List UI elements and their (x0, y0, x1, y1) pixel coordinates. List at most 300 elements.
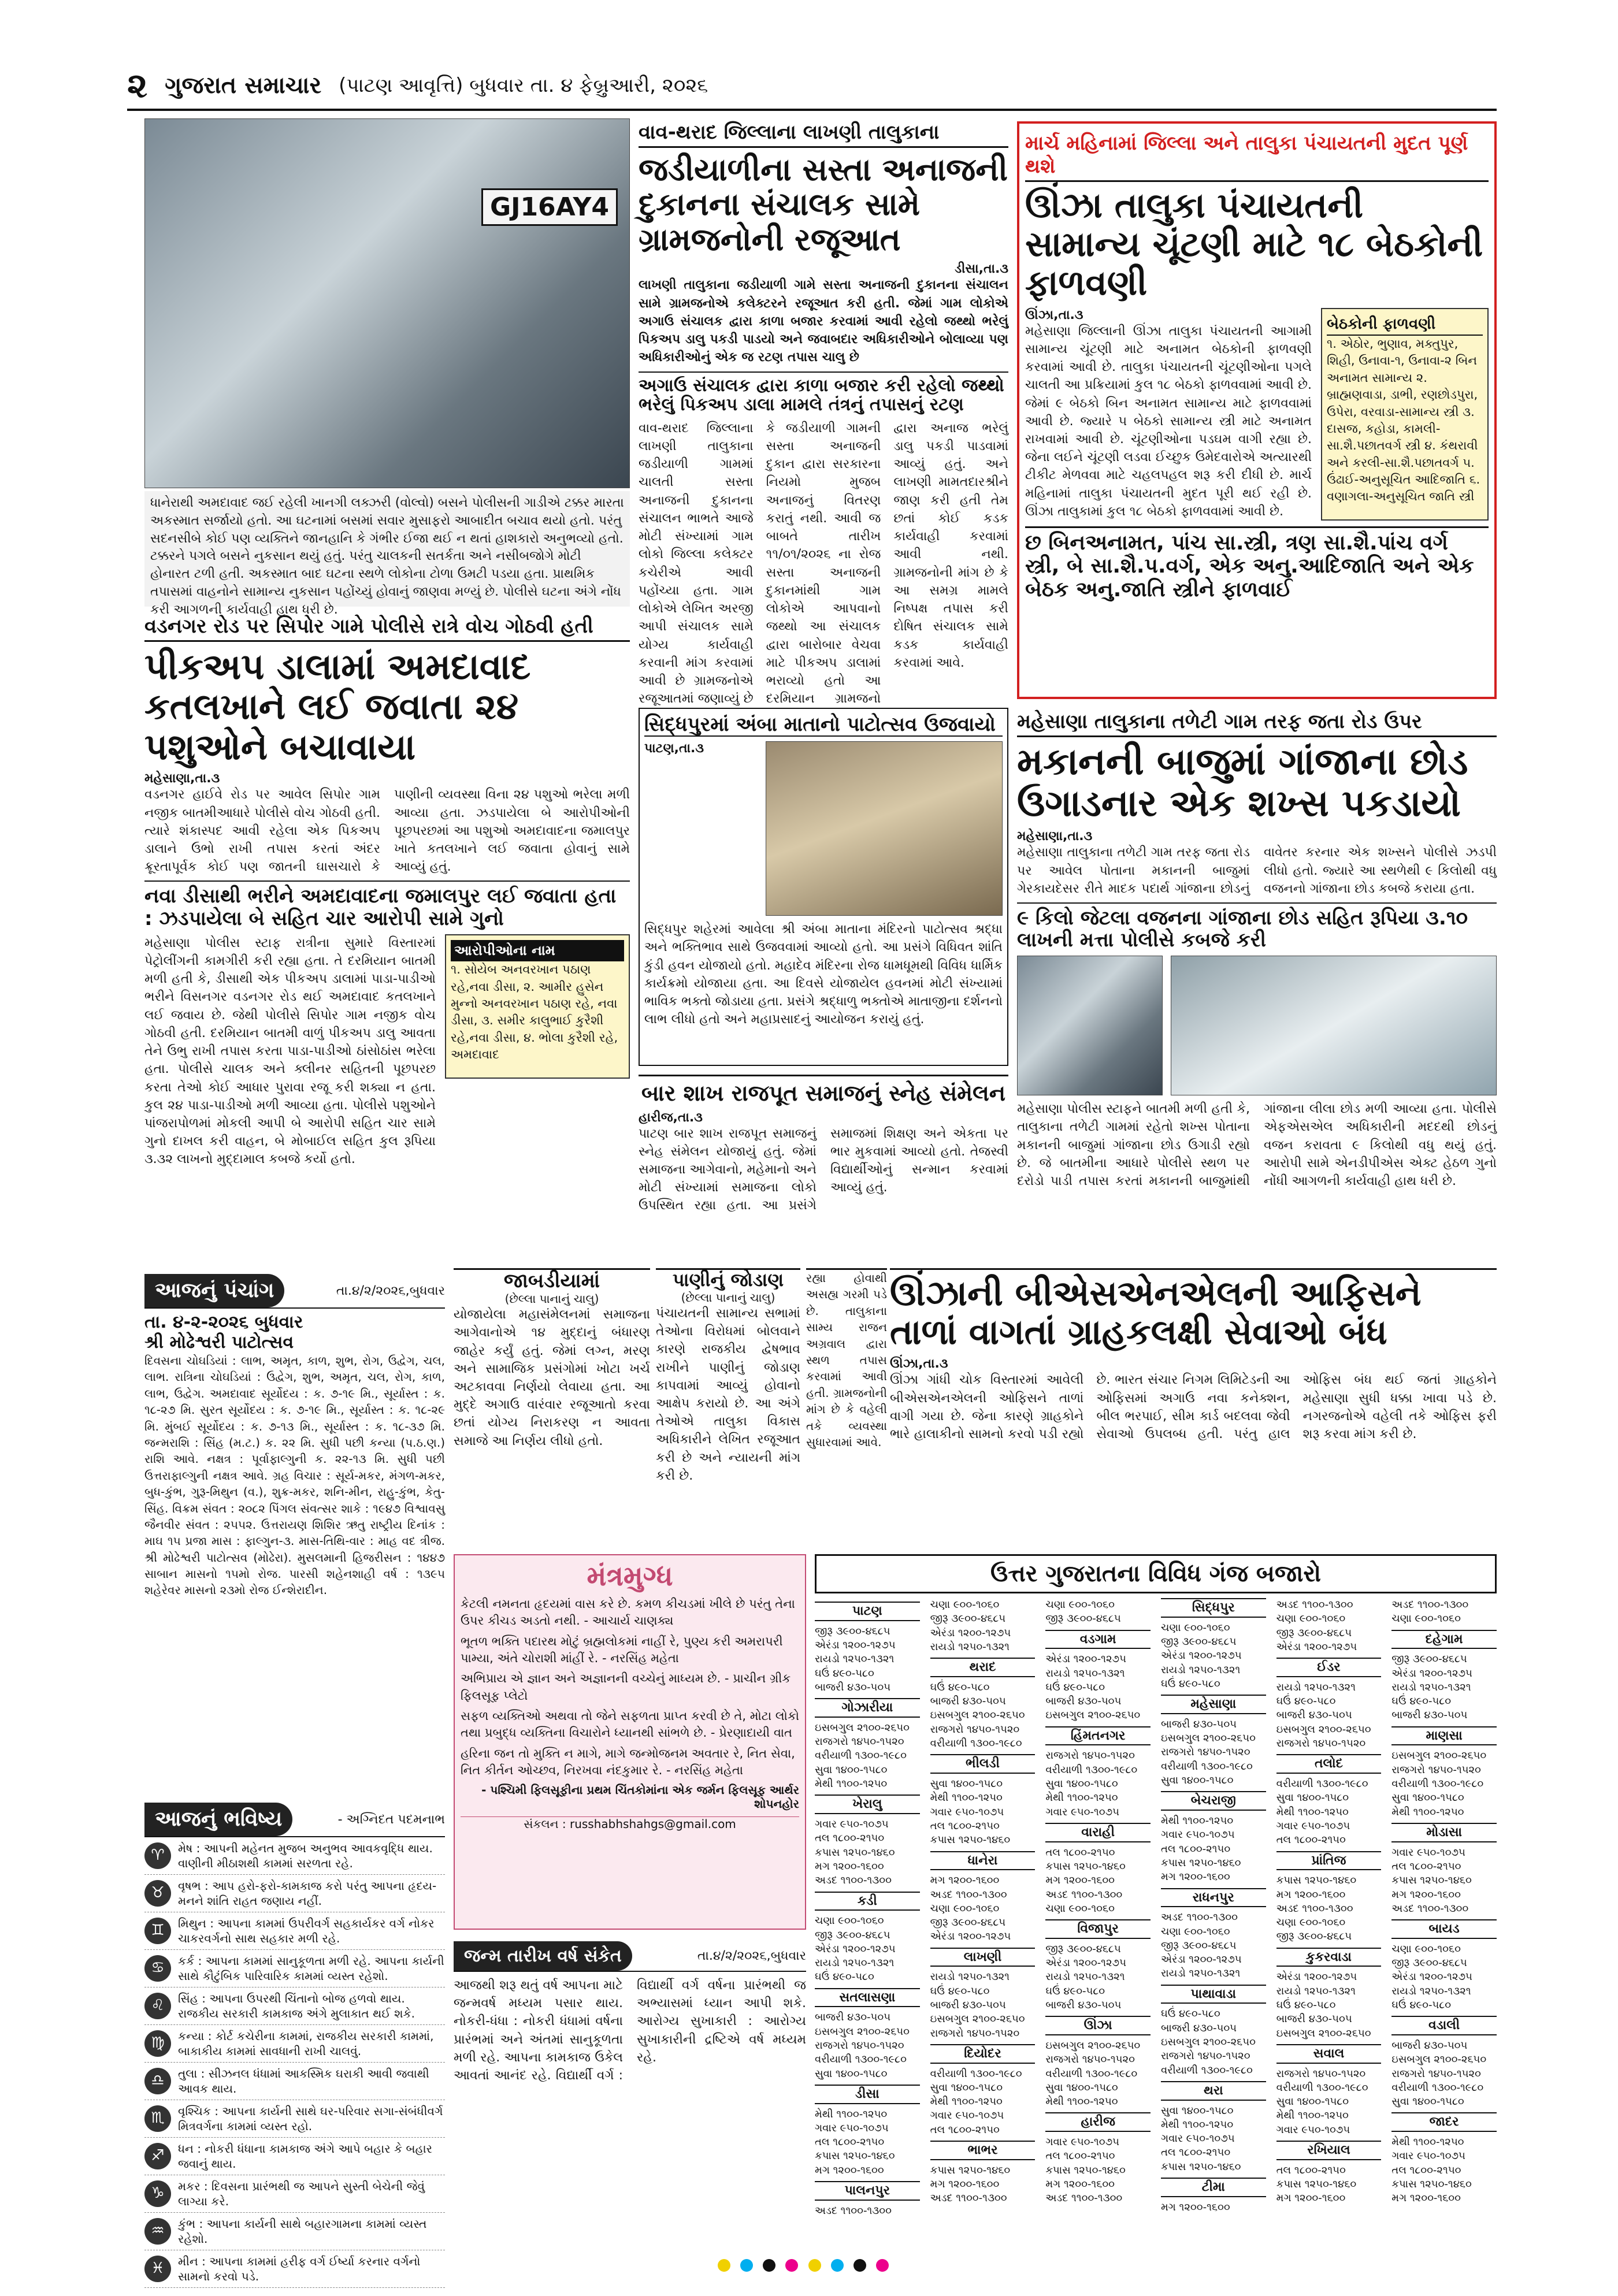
mandi-price: રાજગરો ૧૪૫૦-૧૫૨૦ (930, 1723, 1020, 1736)
seat-list: ૧. એઠોર, ભુણાવ, મક્તુપુર, શિહી, ઉનાવા-૧, ઉનાવા-૨ બિન અનામત સામાન્ય ૨. બ્રાહ્મણવાડા, ડાભી, રણછોડપુરા, ઉપેરા, વરવાડા-સામાન્ય સ્ત્રી ૩. દાસજ, કહોડા, કામલી-સા.શૈ.પછાતવર્ગ સ્ત્રી ૪. કંથરાવી અને કરલી-સા.શૈ.પછાતવર્ગ ૫. ઉંઢાઈ-અનુસૂચિત આદિજાતિ ૬. વણાગલા-અનુસૂચિત જાતિ સ્ત્રી (1327, 336, 1480, 504)
mandi-price: વરીયાળી ૧૩૦૦-૧૯૮૦ (1391, 1778, 1484, 1790)
rajput-headline: બાર શાખ રાજપૂત સમાજનું સ્નેહ સંમેલન (641, 1080, 1006, 1106)
mandi-price: રાયડો ૧૨૫૦-૧૩૨૧ (815, 1957, 895, 1970)
accident-photo (144, 118, 630, 488)
mandi-price: બાજરી ૪૩૦-૫૦૫ (1045, 1998, 1122, 2011)
mandi-price: અડદ ૧૧૦૦-૧૩૦૦ (1391, 1599, 1469, 1611)
mandi-price: તલ ૧૮૦૦-૨૧૫૦ (815, 2136, 885, 2149)
bsnl-dateline: ઊંઝા,તા.૩ (890, 1357, 948, 1372)
mandi-city: મોડાસા (1391, 1823, 1497, 1842)
ambaji-dateline: પાટણ,તા.૩ (644, 741, 704, 756)
mandi-price: ગવાર ૯૫૦-૧૦૭૫ (1276, 2123, 1350, 2136)
mandi-price: કપાસ ૧૨૫૦-૧૪૬૦ (1160, 2160, 1241, 2173)
mandi-price: ઘઉં ૪૯૦-૫૮૦ (1391, 1695, 1452, 1708)
registration-dot (740, 2259, 753, 2272)
mandi-city: ભાભર (930, 2141, 1036, 2160)
mandi-price: ગવાર ૯૫૦-૧૦૭૫ (930, 1805, 1004, 1818)
accused-box (445, 934, 630, 1079)
ganja-story (1017, 708, 1497, 1257)
mandi-price: ઇસબગુલ ૨૧૦૦-૨૬૫૦ (1045, 1709, 1141, 1722)
mandi-price: ઘઉં ૪૯૦-૫૮૦ (1160, 2008, 1220, 2020)
mandi-city: મહેસાણા (1161, 1695, 1266, 1714)
mandi-city: સવાલ (1276, 2044, 1382, 2064)
rashi-text: તુલા : સીઝનલ ધંધામાં આકસ્મિક ઘરાકી આવી જવાથી આવક થાય. (178, 2067, 429, 2096)
mandi-price: ઇસબગુલ ૨૧૦૦-૨૬૫૦ (815, 2025, 910, 2038)
mandi-price: અડદ ૧૧૦૦-૧૩૦૦ (815, 2204, 892, 2217)
mandi-city: થરા (1161, 2081, 1266, 2101)
mandi-price: જીરૂ ૩૯૦૦-૪૬૮૫ (1160, 1635, 1237, 1648)
mandi-price: તલ ૧૮૦૦-૨૧૫૦ (1160, 2146, 1231, 2159)
mandi-price: મગ ૧૨૦૦-૧૬૦૦ (1391, 1888, 1461, 1901)
registration-dot (831, 2259, 844, 2272)
mandi-price: ચણા ૯૦૦-૧૦૬૦ (930, 1902, 1000, 1915)
mandi-city: દહેગામ (1391, 1630, 1497, 1649)
mandi-price: જીરૂ ૩૯૦૦-૪૬૮૫ (930, 1613, 1006, 1625)
accused-list: ૧. સોયેબ અનવરખાન પઠાણ રહે,નવા ડીસા, ૨. આમીર હુસેન મુન્નો અનવરખાન પઠાણ રહે, નવા ડીસા, ૩. સમીર કાલુભાઈ કુરૈશી રહે,નવા ડીસા, ૪. ભોલા કુરૈશી રહે, અમદાવાદ (451, 963, 618, 1062)
mandi-city: તલોદ (1276, 1754, 1382, 1774)
mandi-price: ચણા ૯૦૦-૧૦૬૦ (1391, 1942, 1461, 1955)
mantra-quote: સફળ વ્યક્તિઓ અથવા તો જેને સફળતા પ્રાપ્ત કરવી છે તે, મોટા લોકો તથા પ્રબુદ્ધ વ્યક્તિના વિચારોને ધ્યાનથી સાંભળે છે. - પ્રેરણાદાયી વાત (461, 1709, 800, 1740)
bsnl-headline: ઊંઝાની બીએસએનએલની આફિસને તાળાં વાગતાં ગ્રાહકલક્ષી સેવાઓ બંધ (890, 1273, 1422, 1353)
jabdiyama-story (454, 1268, 650, 1545)
mandi-price: રાજગરો ૧૪૫૦-૧૫૨૦ (1391, 1763, 1481, 1776)
mandi-price: ઇસબગુલ ૨૧૦૦-૨૬૫૦ (1391, 2053, 1487, 2066)
panchang-box (144, 1274, 445, 1794)
mandi-city: પ્રાંતિજ (1276, 1851, 1382, 1871)
mandi-city: રખિયાલ (1276, 2141, 1382, 2160)
panchang-title: આજનું પંચાંગ (144, 1274, 284, 1307)
zodiac-icon: ♎ (144, 2068, 171, 2094)
mandi-price: વરીયાળી ૧૩૦૦-૧૯૮૦ (815, 2053, 907, 2066)
zodiac-icon: ♉ (144, 1880, 171, 1907)
mandi-price: મેથી ૧૧૦૦-૧૨૫૦ (1160, 1815, 1234, 1827)
rashi-text: કુંભ : આપના કાર્યની સાથે બહારગામના કામમાં વ્યસ્ત રહેશો. (178, 2217, 427, 2246)
rashi-row (144, 2213, 445, 2250)
rashi-text: કન્યા : કોર્ટ કચેરીના કામમાં, રાજકીય સરકારી કામમાં, બાકાકીય કામમાં સાવધાની રાખી ચાલવું. (178, 2029, 434, 2058)
mandi-price: બાજરી ૪૩૦-૫૦૫ (815, 2011, 891, 2024)
mandi-price: રાજગરો ૧૪૫૦-૧૫૨૦ (930, 2027, 1020, 2039)
mandi-city: ઈડર (1276, 1658, 1382, 1677)
mandi-city: ભીલડી (930, 1754, 1036, 1774)
mandi-price: ઘઉં ૪૯૦-૫૮૦ (930, 1681, 990, 1693)
mantra-quote: કેટલી નમનતા હૃદયમાં વાસ કરે છે. કમળ કીચડમાં ખીલે છે પરંતુ તેના ઉપર કીચડ અડતો નથી. - આચાર્ય ચાણક્ય (461, 1596, 795, 1628)
mandi-city: ટીમા (1161, 2178, 1266, 2197)
mandi-price: કપાસ ૧૨૫૦-૧૪૬૦ (815, 2150, 895, 2163)
mandi-price: મગ ૧૨૦૦-૧૬૦૦ (1276, 1888, 1346, 1901)
bus-plate: GJ16AY4 (481, 188, 618, 226)
mandi-city: દિયોદર (930, 2044, 1036, 2064)
mandi-price: મગ ૧૨૦૦-૧૬૦૦ (1045, 1874, 1115, 1887)
mandi-city: પાથાવાડા (1161, 1985, 1266, 2004)
ambaji-photo (766, 741, 1003, 916)
mandi-price: મેથી ૧૧૦૦-૧૨૫૦ (1276, 1805, 1349, 1818)
mandi-price: સુવા ૧૪૦૦-૧૫૮૦ (1391, 1792, 1464, 1804)
registration-dot (853, 2259, 866, 2272)
rajput-dateline: હારીજ,તા.૩ (639, 1110, 703, 1125)
mandi-price: એરંડા ૧૨૦૦-૧૨૭૫ (1160, 1953, 1242, 1966)
mandi-price: ઘઉં ૪૯૦-૫૮૦ (1391, 1998, 1452, 2011)
mandi-price: ઘઉં ૪૯૦-૫૮૦ (1045, 1985, 1105, 1997)
mandi-price: ચણા ૯૦૦-૧૦૬૦ (1276, 1613, 1346, 1625)
mandi-price: કપાસ ૧૨૫૦-૧૪૬૦ (930, 2164, 1011, 2176)
zodiac-icon: ♊ (144, 1918, 171, 1944)
mandi-price: જીરૂ ૩૯૦૦-૪૬૮૫ (930, 1916, 1006, 1929)
jadiyali-headline: જડીયાળીના સસ્તા અનાજની દુકાનના સંચાલક સામે ગ્રામજનોની રજૂઆત (639, 151, 1008, 258)
ganja-subhead: ૯ કિલો જેટલા વજનના ગાંજાના છોડ સહિત રૂપિયા ૩.૧૦ લાખની મત્તા પોલીસે કબજે કરી (1017, 902, 1497, 951)
mandi-price: મેથી ૧૧૦૦-૧૨૫૦ (815, 2108, 888, 2120)
ganja-body2: મહેસાણા પોલીસ સ્ટાફને બાતમી મળી હતી કે, તાલુકાના તળેટી ગામમાં રહેતો શખ્સ પોતાના મકાનની બાજુમાં ગાંજાના છોડ ઉગાડી રહ્યો છે. જે બાતમીના આધારે પોલીસે સ્થળ પર દરોડો પાડી તપાસ કરતાં મકાનની બાજુમાંથી ગાંજાના લીલા છોડ મળી આવ્યા હતા. પોલીસે એફએસએલ અધિકારીની મદદથી છોડનું વજન કરાવતા ૯ કિલોથી વધુ થયું હતું. આરોપી સામે એનડીપીએસ એક્ટ હેઠળ ગુનો નોંધી આગળની કાર્યવાહી હાથ ધરી છે. (1017, 1102, 1497, 1189)
mandi-price: સુવા ૧૪૦૦-૧૫૮૦ (1045, 1778, 1118, 1790)
mandi-price: ગવાર ૯૫૦-૧૦૭૫ (1276, 1819, 1350, 1832)
jadiyali-lead: લાખણી તાલુકાના જડીયાળી ગામે સસ્તા અનાજની દુકાનના સંચાલન સામે ગ્રામજનોએ કલેક્ટરને રજૂઆત કરી હતી. જેમાં ગામ લોકોએ અગાઉ સંચાલક દ્વારા કાળા બજાર કરવામાં આવી રહેલો જથ્થો ભરેલું પિકઅપ ડાલુ પકડી પાડયો અને જવાબદાર અધિકારીઓને બોલાવ્યા પણ અધિકારીઓનું એક જ રટણ તપાસ ચાલુ છે (639, 278, 1008, 365)
mandi-price: સુવા ૧૪૦૦-૧૫૮૦ (1045, 2081, 1118, 2094)
bhavishya-author: - અગ્નિદત પદમનાભ (337, 1812, 445, 1827)
jadiyali-subhead: અગાઉ સંચાલક દ્વારા કાળા બજાર કરી રહેલો જથ્થો ભરેલું પિકઅપ ડાલા મામલે તંત્રનું તપાસનું રટણ (639, 371, 1008, 415)
mandi-price: ઇસબગુલ ૨૧૦૦-૨૬૫૦ (930, 2013, 1025, 2026)
ambaji-headline: સિદ્ધપુરમાં અંબા માતાનો પાટોત્સવ ઉજવાયો (644, 714, 1003, 737)
mandi-price: રાયડો ૧૨૫૦-૧૩૨૧ (815, 1653, 895, 1666)
ganja-accused-photo (1017, 956, 1163, 1095)
mandi-price: મેથી ૧૧૦૦-૧૨૫૦ (930, 1792, 1003, 1804)
seat-list-title: બેઠકોની ફાળવણી (1327, 314, 1483, 336)
mandi-price: સુવા ૧૪૦૦-૧૫૮૦ (930, 1778, 1003, 1790)
rashi-row (144, 2025, 445, 2063)
mandi-price: ઇસબગુલ ૨૧૦૦-૨૬૫૦ (1276, 1723, 1371, 1736)
page-number: ૨ (127, 65, 148, 106)
mandi-price: તલ ૧૮૦૦-૨૧૫૦ (815, 1832, 885, 1845)
mandi-price: ચણા ૯૦૦-૧૦૬૦ (1045, 1599, 1115, 1611)
mandi-price: ઘઉં ૪૯૦-૫૮૦ (930, 1985, 990, 1997)
ganja-plants-photo (1171, 956, 1497, 1095)
accused-title: આરોપીઓના નામ (451, 940, 624, 962)
mandi-price: તલ ૧૮૦૦-૨૧૫૦ (1276, 2164, 1346, 2176)
mandi-price: મેથી ૧૧૦૦-૧૨૫૦ (1391, 1805, 1464, 1818)
mantra-quote: હરિના જન તો મુક્તિ ન માગે, માગે જન્મોજનમ અવતાર રે, નિત સેવા, નિત કીર્તન ઓચ્છવ, નિરખવા નંદકુમાર રે. - નરસિંહ મહેતા (461, 1746, 795, 1778)
mandi-price: બાજરી ૪૩૦-૫૦૫ (1045, 1695, 1122, 1708)
mandi-price: એરંડા ૧૨૦૦-૧૨૭૫ (1391, 1667, 1472, 1680)
mandi-price: કપાસ ૧૨૫૦-૧૪૬૦ (1045, 2164, 1126, 2176)
panchayat-headline: ઊંઝા તાલુકા પંચાયતની સામાન્ય ચૂંટણી માટે ૧૮ બેઠકોની ફાળવણી (1025, 185, 1483, 304)
mantra-sankalan: સંકલન : russhabhshahgs@gmail.com (461, 1816, 799, 1831)
registration-dot (876, 2259, 889, 2272)
edition-line: (પાટણ આવૃત્તિ) બુધવાર તા. ૪ ફેબ્રુઆરી, ૨૦૨૬ (339, 74, 708, 97)
mandi-city: ગોઝારીયા (815, 1698, 920, 1718)
mandi-price: અડદ ૧૧૦૦-૧૩૦૦ (930, 2192, 1007, 2205)
ambaji-body: સિદ્ધપુર શહેરમાં આવેલા શ્રી અંબા માતાના મંદિરનો પાટોત્સવ શ્રદ્ધા અને ભક્તિભાવ સાથે ઉજવવામાં આવ્યો હતો. આ પ્રસંગે વિધિવત શાંતિ કુંડી હવન યોજાયો હતો. મહાદેવ મંદિરના રોજ ધામધૂમથી વિવિધ ધાર્મિક કાર્યક્રમો યોજાયા હતા. આ દિવસે યોજાયેલ હવનમાં મોટી સંખ્યામાં ભાવિક ભક્તો જોડાયા હતા. પ્રસંગે શ્રદ્ધાળુ ભક્તોએ માતાજીના દર્શનનો લાભ લીધો હતો અને મહાપ્રસાદનું આયોજન કરાયું હતું. (644, 922, 1003, 1027)
bhavishya-box (144, 1803, 445, 2283)
mantra-footer: - પશ્ચિમી ફિલસૂફીના પ્રથમ ચિંતકોમાંના એક જર્મન ફિલસૂફ આર્થર શોપનહોર (481, 1782, 799, 1811)
mandi-city: વિજાપુર (1045, 1919, 1151, 1939)
janma-date: તા.૪/૨/૨૦૨૬,બુધવાર (697, 1949, 806, 1963)
continued-story (806, 1268, 887, 1545)
rashi-row (144, 1987, 445, 2025)
mandi-city: ધાનેરા (930, 1851, 1036, 1871)
cattle-kicker: વડનગર રોડ પર સિપોર ગામે પોલીસે રાત્રે વોચ ગોઠવી હતી (144, 612, 630, 642)
mandi-price: એરંડા ૧૨૦૦-૧૨૭૫ (1160, 1649, 1242, 1662)
mandi-city: હારીજ (1045, 2112, 1151, 2132)
mandi-price: તલ ૧૮૦૦-૨૧૫૦ (1045, 1846, 1115, 1859)
mandi-price: કપાસ ૧૨૫૦-૧૪૬૦ (1391, 1874, 1472, 1887)
mandi-price: રાયડો ૧૨૫૦-૧૩૨૧ (930, 1640, 1010, 1653)
panchayat-body: મહેસાણા જિલ્લાની ઊંઝા તાલુકા પંચાયતની આગામી સામાન્ય ચૂંટણી માટે અનામત બેઠકોની ફાળવણી કરવામાં આવી છે. તાલુકા પંચાયતની ચૂંટણીઓના પગલે ચાલતી આ પ્રક્રિયામાં કુલ ૧૮ બેઠકો ફાળવવામાં આવી છે. જેમાં ૯ બેઠકો બિન અનામત સામાન્ય માટે ફાળવવામાં આવી છે. જ્યારે ૫ બેઠકો સામાન્ય સ્ત્રી માટે અનામત રાખવામાં આવી છે. ચૂંટણીઓના પડઘમ વાગી રહ્યા છે. જેના લઈને ચૂંટણી લડવા ઈચ્છુક ઉમેદવારોએ અત્યારથી ટીકીટ મેળવવા માટે ચહલપહલ શરૂ કરી દીધી છે. માર્ચ મહિનામાં તાલુકા પંચાયતની મુદત પૂરી થઈ રહી છે. ઊંઝા તાલુકામાં કુલ ૧૮ બેઠકો ફાળવવામાં આવી છે. (1025, 324, 1312, 519)
mandi-price: વરીયાળી ૧૩૦૦-૧૯૮૦ (1391, 2081, 1484, 2094)
rajput-story (639, 1075, 1008, 1260)
mandi-price: બાજરી ૪૩૦-૫૦૫ (815, 1681, 891, 1693)
mandi-price: જીરૂ ૩૯૦૦-૪૬૮૫ (1391, 1957, 1467, 1970)
mandi-city: ઊંઝા (1045, 2016, 1151, 2035)
rashi-text: મેષ : આપની મહેનત મુજબ અનુભવ આવકવૃદ્ધિ થાય. વાણીની મીઠાશથી કામમાં સરળતા રહે. (178, 1841, 433, 1870)
janma-body: આજથી શરૂ થતું વર્ષ આપના માટે જન્મવર્ષ મધ્યમ પસાર થાય. નોકરી-ધંધા : નોકરી ધંધામાં વર્ષના પ્રારંભમાં અને અંતમાં સાનુકૂળતા મળી રહે. આપના કામકાજ ઉકેલ આવતાં આનંદ રહે. વિદ્યાર્થી વર્ગ : વિદ્યાર્થી વર્ગ વર્ષના પ્રારંભથી જ અભ્યાસમાં ધ્યાન આપી શકે. આરોગ્ય સુખાકારી : આરોગ્ય સુખાકારીની દ્રષ્ટિએ વર્ષ મધ્યમ રહે. (454, 1978, 806, 2083)
mandi-price: મગ ૧૨૦૦-૧૬૦૦ (1045, 2178, 1115, 2191)
panchayat-dateline: ઊંઝા,તા.૩ (1025, 307, 1083, 322)
rashi-row (144, 1912, 445, 1950)
mandi-price: એરંડા ૧૨૦૦-૧૨૭૫ (1045, 1653, 1126, 1666)
mandi-city: થરાદ (930, 1658, 1036, 1677)
mandi-price: ગવાર ૯૫૦-૧૦૭૫ (1045, 2136, 1119, 2149)
mandi-price: વરીયાળી ૧૩૦૦-૧૯૮૦ (1160, 2064, 1253, 2076)
mandi-price: રાયડો ૧૨૫૦-૧૩૨૧ (1160, 1663, 1241, 1676)
jabdiyama-title: જાબડીયામાં (503, 1269, 600, 1292)
mandi-price: રાજગરો ૧૪૫૦-૧૫૨૦ (1160, 1746, 1250, 1759)
panchang-line2: શ્રી મોઢેશ્વરી પાટોત્સવ (144, 1332, 294, 1353)
registration-dot (763, 2259, 775, 2272)
mandi-price: તલ ૧૮૦૦-૨૧૫૦ (1160, 1842, 1231, 1855)
mandi-price: ગવાર ૯૫૦-૧૦૭૫ (1391, 2150, 1465, 2163)
ganja-headline: મકાનની બાજુમાં ગાંજાના છોડ ઉગાડનાર એક શખ્સ પકડાયો (1017, 741, 1468, 825)
mandi-price: સુવા ૧૪૦૦-૧૫૮૦ (1276, 1792, 1349, 1804)
mandi-price: રાયડો ૧૨૫૦-૧૩૨૧ (1391, 1985, 1471, 1997)
mandi-price: ઇસબગુલ ૨૧૦૦-૨૬૫૦ (930, 1709, 1025, 1722)
mandi-price: મેથી ૧૧૦૦-૧૨૫૦ (930, 2096, 1003, 2108)
rashi-row (144, 1875, 445, 1912)
mandi-price: ઘઉં ૪૯૦-૫૮૦ (1045, 1681, 1105, 1693)
mandi-price: ગવાર ૯૫૦-૧૦૭૫ (815, 2122, 889, 2134)
bsnl-body: ઊંઝા ગાંધી ચોક વિસ્તારમાં આવેલી બીએસએનએલની ઓફિસને તાળાં વાગી ગયા છે. જેના કારણે ગ્રાહકોને ભારે હાલાકીનો સામનો કરવો પડી રહ્યો છે. ભારત સંચાર નિગમ લિમિટેડની આ ઓફિસમાં અગાઉ નવા કનેક્શન, બીલ ભરપાઈ, સીમ કાર્ડ બદલવા જેવી સેવાઓ ઉપલબ્ધ હતી. પરંતુ હાલ ઓફિસ બંધ થઈ જતાં ગ્રાહકોને મહેસાણા સુધી ધક્કા ખાવા પડે છે. નગરજનોએ વહેલી તકે ઓફિસ ફરી શરૂ કરવા માંગ કરી છે. (890, 1373, 1497, 1442)
mandi-price: મેથી ૧૧૦૦-૧૨૫૦ (1045, 1792, 1118, 1804)
mandi-price: ગવાર ૯૫૦-૧૦૭૫ (930, 2109, 1004, 2122)
mandi-price: મગ ૧૨૦૦-૧૬૦૦ (815, 1860, 884, 1873)
mandi-price: ઘઉં ૪૯૦-૫૮૦ (815, 1971, 874, 1983)
panchang-body: દિવસના ચોઘડિયાં : લાભ, અમૃત, કાળ, શુભ, રોગ, ઉદ્વેગ, ચલ, લાભ. રાત્રિના ચોઘડિયાં : ઉદ્વેગ, શુભ, અમૃત, ચલ, રોગ, કાળ, લાભ, ઉદ્વેગ. અમદાવાદ સૂર્યોદય : ક. ૭-૧૯ મિ., સૂર્યાસ્ત : ક. ૧૮-૨૭ મિ. સુરત સૂર્યોદય : ક. ૭-૧૯ મિ., સૂર્યાસ્ત : ક. ૧૮-૨૯ મિ. મુંબઈ સૂર્યોદય : ક. ૭-૧૩ મિ., સૂર્યાસ્ત : ક. ૧૮-૩૭ મિ. જન્મરાશિ : સિંહ (મ.ટ.) ક. ૨૨ મિ. સુધી પછી કન્યા (પ.ઠ.ણ.) રાશિ આવે. નક્ષત્ર : પૂર્વાફાલ્ગુની ક. ૨૨-૧૩ મિ. સુધી પછી ઉત્તરાફાલ્ગુની નક્ષત્ર આવે. ગ્રહ વિચાર : સૂર્ય-મકર, મંગળ-મકર, બુધ-કુંભ, ગુરૂ-મિથુન (વ.), શુક્ર-મકર, શનિ-મીન, રાહુ-કુંભ, કેતુ-સિંહ. વિક્રમ સંવત : ૨૦૮૨ પિંગલ સંવત્સર શાકે : ૧૯૪૭ વિશ્વાવસુ જૈનવીર સંવત : ૨૫૫૨. ઉત્તરાયણ શિશિર ઋતુ રાષ્ટ્રીય દિનાંક : માઘ ૧૫ પ્રજા માસ : ફાલ્ગુન-૩. માસ-તિથિ-વાર : માહ વદ ત્રીજ. શ્રી મોઢેશ્વરી પાટોત્સવ (મોઢેરા). મુસલમાની હિજરીસન : ૧૪૪૭ સાબાન માસનો ૧૫મો રોજ. પારસી શહેનશાહી વર્ષ : ૧૩૯૫ શહેરેવર માસનો ૨૩મો રોજ ઈન્શેરાદીન. (144, 1354, 445, 1597)
mandi-price: વરીયાળી ૧૩૦૦-૧૯૮૦ (1045, 2067, 1138, 2080)
rashi-text: મીન : આપના કામમાં હરીફ વર્ગ ઈર્ષ્યા કરનાર વર્ગનો સામનો કરવો પડે. (178, 2254, 421, 2283)
mandi-price: જીરૂ ૩૯૦૦-૪૬૮૫ (1160, 1939, 1237, 1952)
mantra-title: મંત્રમુગ્ધ (587, 1560, 673, 1592)
rashi-list (144, 1837, 445, 2288)
mandi-price: જીરૂ ૩૯૦૦-૪૬૮૫ (1391, 1653, 1467, 1666)
mandi-price: એરંડા ૧૨૦૦-૧૨૭૫ (1276, 1640, 1357, 1653)
accident-caption: ધાનેરાથી અમદાવાદ જઈ રહેલી ખાનગી લક્ઝરી (વોલ્વો) બસને પોલીસની ગાડીએ ટક્કર મારતા અકસ્માત સર્જાયો હતો. આ ઘટનામાં બસમાં સવાર મુસાફરો આબાદીત બચાવ થયો હતો. પરંતુ સદનસીબે કોઈ પણ વ્યક્તિને જાનહાનિ કે ગંભીર ઈજા થઈ ન થતાં હાશકારો અનુભવ્યો હતો. ટક્કરને પગલે બસને નુકસાન થયું હતું. પરંતુ ચાલકની સતર્કતા અને નસીબજોગે મોટી હોનારત ટળી હતી. અકસ્માત બાદ ઘટના સ્થળે લોકોના ટોળા ઉમટી પડયા હતા. પ્રાથમિક તપાસમાં વાહનોને સામાન્ય નુકસાન પહોંચ્યું હોવાનું જાણવા મળ્યું છે. પોલીસે ઘટના અંગે નોંધ કરી આગળની કાર્યવાહી હાથ ધરી છે. (144, 491, 630, 607)
mantra-box (454, 1554, 806, 1930)
registration-dot (718, 2259, 730, 2272)
mandi-price: સુવા ૧૪૦૦-૧૫૮૦ (1391, 2096, 1464, 2108)
print-registration-marks (370, 2259, 1237, 2282)
mandi-price: બાજરી ૪૩૦-૫૦૫ (930, 1998, 1006, 2011)
cattle-dateline: મહેસાણા,તા.૩ (144, 771, 220, 786)
mandi-price: કપાસ ૧૨૫૦-૧૪૬૦ (930, 1834, 1011, 1847)
ganja-kicker: મહેસાણા તાલુકાના તળેટી ગામ તરફ જતા રોડ ઉપર (1017, 708, 1497, 737)
mandi-price: રાજગરો ૧૪૫૦-૧૫૨૦ (1276, 2067, 1366, 2080)
mandi-city: હિંમતનગર (1045, 1726, 1151, 1746)
janma-title: જન્મ તારીખ વર્ષ સંકેત (454, 1941, 632, 1971)
mandi-price: એરંડા ૧૨૦૦-૧૨૭૫ (1276, 1971, 1357, 1983)
mandi-price: અડદ ૧૧૦૦-૧૩૦૦ (1160, 1911, 1238, 1924)
mandi-city: ડીસા (815, 2085, 920, 2104)
cattle-body2: મહેસાણા પોલીસ સ્ટાફ રાત્રીના સુમારે વિસ્તારમાં પેટ્રોલીંગની કામગીરી કરી રહ્યા હતા. તે દરમિયાન બાતમી મળી હતી કે, ડીસાથી એક પીકઅપ ડાલામાં પાડા-પાડીઓ ભરીને વિસનગર વડનગર રોડ થઈ અમદાવાદ કતલખાને લઈ જવાય છે. જેથી પોલીસે સિપોર ગામ નજીક વોચ ગોઠવી હતી. દરમિયાન બાતમી વાળું પીકઅપ ડાલુ આવતા તેને ઉભુ રાખી તપાસ કરતા પાડા-પાડીઓ ઠાંસોઠાંસ ભરેલા હતા. પોલીસે ચાલક અને ક્લીનર સહિતની પૂછપરછ કરતા તેઓ કોઈ આધાર પુરાવા રજૂ કરી શક્યા ન હતા. કુલ ૨૪ પાડા-પાડીઓ મળી આવ્યા હતા. પોલીસે પશુઓને પાંજરાપોળમાં મોકલી આપી બે આરોપી સહિત ચાર સામે ગુનો દાખલ કરી વાહન, બે મોબાઈલ સહિત કુલ રૂપિયા ૩.૩૨ લાખનો મુદ્દામાલ કબજે કર્યો હતો. (144, 935, 436, 1167)
mandi-price: કપાસ ૧૨૫૦-૧૪૬૦ (1391, 2178, 1472, 2191)
mandi-price: ઘઉં ૪૯૦-૫૮૦ (1276, 1695, 1336, 1708)
mandi-city: વડગામ (1045, 1630, 1151, 1649)
mandi-price: તલ ૧૮૦૦-૨૧૫૦ (930, 2123, 1000, 2136)
mandi-price: ગવાર ૯૫૦-૧૦૭૫ (1045, 1805, 1119, 1818)
panchang-line1: તા. ૪-૨-૨૦૨૬ બુધવાર (144, 1312, 303, 1332)
mandi-price: ચણા ૯૦૦-૧૦૬૦ (1391, 1613, 1461, 1625)
mandi-price: ઘઉં ૪૯૦-૫૮૦ (1160, 1677, 1220, 1690)
mandi-price: મેથી ૧૧૦૦-૧૨૫૦ (1391, 2136, 1464, 2149)
mandi-price: એરંડા ૧૨૦૦-૧૨૭૫ (1391, 1971, 1472, 1983)
mandi-price: સુવા ૧૪૦૦-૧૫૮૦ (930, 2081, 1003, 2094)
mandi-price: ગવાર ૯૫૦-૧૦૭૫ (1160, 2132, 1235, 2145)
mandi-price: રાયડો ૧૨૫૦-૧૩૨૧ (1276, 1985, 1356, 1997)
mandi-price: બાજરી ૪૩૦-૫૦૫ (1391, 1709, 1468, 1722)
mandi-price: સુવા ૧૪૦૦-૧૫૮૦ (1276, 2096, 1349, 2108)
mandi-price: વરીયાળી ૧૩૦૦-૧૯૮૦ (1045, 1763, 1138, 1776)
mandi-price: વરીયાળી ૧૩૦૦-૧૯૮૦ (1276, 2081, 1368, 2094)
rashi-row (144, 2175, 445, 2213)
zodiac-icon: ♏ (144, 2105, 171, 2132)
mandi-price: વરીયાળી ૧૩૦૦-૧૯૮૦ (930, 2067, 1022, 2080)
mandi-price: જીરૂ ૩૯૦૦-૪૬૮૫ (815, 1929, 890, 1941)
mandi-price: ચણા ૯૦૦-૧૦૬૦ (1160, 1621, 1230, 1634)
mandi-price: ઇસબગુલ ૨૧૦૦-૨૬૫૦ (1160, 1732, 1256, 1745)
mandi-price: અડદ ૧૧૦૦-૧૩૦૦ (815, 1874, 892, 1887)
mandi-price: મગ ૧૨૦૦-૧૬૦૦ (1160, 1871, 1230, 1883)
janma-box (454, 1941, 806, 2230)
jadiyali-story (639, 118, 1008, 707)
panini-story (656, 1268, 800, 1545)
mandi-price: એરંડા ૧૨૦૦-૧૨૭૫ (1045, 1957, 1126, 1970)
mandi-city: કડી (815, 1892, 920, 1911)
mandi-price: એરંડા ૧૨૦૦-૧૨૭૫ (930, 1930, 1011, 1943)
mandi-price: મેથી ૧૧૦૦-૧૨૫૦ (1045, 2096, 1118, 2108)
zodiac-icon: ♒ (144, 2218, 171, 2245)
mandi-city: પાટણ (815, 1602, 920, 1621)
registration-dot (785, 2259, 798, 2272)
masthead (127, 65, 1502, 106)
mandi-price: રાયડો ૧૨૫૦-૧૩૨૧ (930, 1971, 1010, 1983)
mandi-price: એરંડા ૧૨૦૦-૧૨૭૫ (815, 1942, 896, 1955)
mandi-price: ચણા ૯૦૦-૧૦૬૦ (1160, 1925, 1230, 1938)
mandi-price: તલ ૧૮૦૦-૨૧૫૦ (1276, 1834, 1346, 1847)
mandi-price: કપાસ ૧૨૫૦-૧૪૬૦ (1276, 1874, 1357, 1887)
mandi-price: રાજગરો ૧૪૫૦-૧૫૨૦ (1045, 1749, 1135, 1762)
cattle-body: વડનગર હાઈવે રોડ પર આવેલ સિપોર ગામ નજીક બાતમીઆધારે પોલીસે વોચ ગોઠવી હતી. ત્યારે શંકાસ્પદ આવી રહેલા એક પિકઅપ ડાલાને ઉભો રાખી તપાસ કરતાં અંદર ક્રૂરતાપૂર્વક કોઈ પણ જાતની ઘાસચારો કે પાણીની વ્યવસ્થા વિના ૨૪ પશુઓ ભરેલા મળી આવ્યા હતા. ઝડપાયેલા બે આરોપીઓની પૂછપરછમાં આ પશુઓ અમદાવાદના જમાલપુર ખાતે કતલખાને લઈ જવાતા હોવાનું સામે આવ્યું હતું. (144, 787, 630, 875)
mandi-price: ઇસબગુલ ૨૧૦૦-૨૬૫૦ (815, 1721, 910, 1734)
mandi-price: અડદ ૧૧૦૦-૧૩૦૦ (1276, 1902, 1353, 1915)
panchayat-kicker: માર્ચ મહિનામાં જિલ્લા અને તાલુકા પંચાયતની મુદત પૂર્ણ થશે (1025, 129, 1489, 182)
mandi-price: જીરૂ ૩૯૦૦-૪૬૮૫ (1276, 1930, 1352, 1943)
mandi-price: મગ ૧૨૦૦-૧૬૦૦ (1276, 2192, 1346, 2205)
mandi-city: સતલાસણા (815, 1988, 920, 2008)
mandi-price: અડદ ૧૧૦૦-૧૩૦૦ (1391, 1902, 1469, 1915)
mandi-price: મગ ૧૨૦૦-૧૬૦૦ (930, 1874, 1000, 1887)
mandi-price: ઘઉં ૪૯૦-૫૮૦ (815, 1667, 874, 1680)
mandi-price: મેથી ૧૧૦૦-૧૨૫૦ (1276, 2109, 1349, 2122)
mandi-price: રાજગરો ૧૪૫૦-૧૫૨૦ (815, 2039, 904, 2052)
mandi-city: પાલનપુર (815, 2181, 920, 2201)
mandi-price: રાયડો ૧૨૫૦-૧૩૨૧ (1160, 1967, 1241, 1980)
mandi-price: કપાસ ૧૨૫૦-૧૪૬૦ (1160, 1856, 1241, 1869)
mandi-price: વરીયાળી ૧૩૦૦-૧૯૮૦ (930, 1737, 1022, 1750)
mandi-price: ઇસબગુલ ૨૧૦૦-૨૬૫૦ (1160, 2035, 1256, 2048)
mandi-price: અડદ ૧૧૦૦-૧૩૦૦ (1045, 1888, 1123, 1901)
mandi-price: સુવા ૧૪૦૦-૧૫૮૦ (815, 2067, 888, 2080)
rashi-row (144, 1837, 445, 1875)
mandi-price: ઇસબગુલ ૨૧૦૦-૨૬૫૦ (1391, 1749, 1487, 1762)
mandi-city: સિદ્ધપુર (1161, 1598, 1266, 1618)
rashi-text: કર્ક : આપના કામમાં સાનુકૂળતા મળી રહે. આપના કાર્યની સાથે કૌટુંબિક પારિવારિક કામમાં વ્યસ્ત રહેશો. (178, 1954, 444, 1983)
bhavishya-title: આજનું ભવિષ્ય (144, 1803, 292, 1836)
panini-sub: (છેલ્લા પાનાનું ચાલુ) (681, 1290, 775, 1305)
mantra-quote: ભૂતળ ભક્તિ પદારથ મોટું બ્રહ્મલોકમાં નાહીં રે, પુણ્ય કરી અમરાપરી પામ્યા, અંતે ચોરાશી માંહીં રે. - નરસિંહ મહેતા (461, 1634, 783, 1665)
mandi-price: ચણા ૯૦૦-૧૦૬૦ (930, 1599, 1000, 1611)
rashi-row (144, 2063, 445, 2100)
panchang-date: તા.૪/૨/૨૦૨૬,બુધવાર (336, 1283, 445, 1298)
mandi-price: ગવાર ૯૫૦-૧૦૭૫ (815, 1818, 889, 1831)
mandi-price: વરીયાળી ૧૩૦૦-૧૯૮૦ (1276, 1778, 1368, 1790)
zodiac-icon: ♐ (144, 2143, 171, 2169)
rashi-row (144, 2138, 445, 2175)
rashi-row (144, 2100, 445, 2138)
bsnl-story (890, 1268, 1497, 1534)
mandi-price: તલ ૧૮૦૦-૨૧૫૦ (930, 1819, 1000, 1832)
mandi-price: રાયડો ૧૨૫૦-૧૩૨૧ (1045, 1971, 1125, 1983)
jabdiyama-sub: (છેલ્લા પાનાનું ચાલુ) (504, 1292, 599, 1306)
panini-body: પંચાયતની સામાન્ય સભામાં તેઓના વિરોધમાં બોલવાને કારણે રાજકીય દ્વેષભાવ રાખીને પાણીનું જોડાણ કાપવામાં આવ્યું હોવાનો આક્ષેપ કરાયો છે. આ અંગે તેઓએ તાલુકા વિકાસ અધિકારીને લેખિત રજૂઆત કરી છે અને ન્યાયની માંગ કરી છે. (656, 1306, 800, 1483)
mandi-price: તલ ૧૮૦૦-૨૧૫૦ (1391, 1860, 1461, 1873)
mandi-city: વડાલી (1391, 2016, 1497, 2035)
mandi-city: કુકરવાડા (1276, 1948, 1382, 1967)
mandi-price: સુવા ૧૪૦૦-૧૫૮૦ (815, 1763, 888, 1776)
mantra-quotes (461, 1596, 799, 1779)
rashi-text: વૃષભ : આપ હરો-ફરો-કામકાજ કરો પરંતુ આપના હૃદય-મનને શાંતિ રાહત જણાય નહીં. (178, 1879, 437, 1908)
mandi-title: ઉત્તર ગુજરાતના વિવિધ ગંજ બજારો (815, 1554, 1497, 1593)
mandi-price: અડદ ૧૧૦૦-૧૩૦૦ (1276, 1599, 1353, 1611)
continued-body: રહ્યા હોવાથી અસહ્ય ગરમી પડે છે. તાલુકાના સામ્ય રાજન અગ્રવાલ દ્વારા સ્થળ તપાસ કરવામાં આવી હતી. ગ્રામજનોની માંગ છે કે વહેલી તકે વ્યવસ્થા સુધારવામાં આવે. (806, 1271, 887, 1449)
mandi-price: સુવા ૧૪૦૦-૧૫૮૦ (1160, 2104, 1234, 2117)
mandi-price: એરંડા ૧૨૦૦-૧૨૭૫ (930, 1626, 1011, 1639)
mandi-price: કપાસ ૧૨૫૦-૧૪૬૦ (1276, 2178, 1357, 2191)
mandi-price: ચણા ૯૦૦-૧૦૬૦ (1276, 1916, 1346, 1929)
mandi-price: રાયડો ૧૨૫૦-૧૩૨૧ (1045, 1667, 1125, 1680)
mandi-price: રાજગરો ૧૪૫૦-૧૫૨૦ (815, 1736, 904, 1748)
panchayat-summary: છ બિનઅનામત, પાંચ સા.સ્ત્રી, ત્રણ સા.શૈ.પાંચ વર્ગ સ્ત્રી, બે સા.શૈ.પ.વર્ગ, એક અનુ.આદિજાતિ અને એક બેઠક અનુ.જાતિ સ્ત્રીને ફાળવાઈ (1025, 526, 1489, 601)
zodiac-icon: ♋ (144, 1955, 171, 1982)
jabdiyama-body: યોજાયેલા મહાસંમેલનમાં સમાજના આગેવાનોએ ૧૪ મુદ્દાનું બંધારણ જાહેર કર્યું હતું. જેમાં લગ્ન, મરણ અને સામાજિક પ્રસંગોમાં ખોટા ખર્ચ અટકાવવા નિર્ણયો લેવાયા હતા. આ મુદ્દે અગાઉ વારંવાર રજૂઆતો કરવા છતાં યોગ્ય નિરાકરણ ન આવતા સમાજે આ નિર્ણય લીધો હતો. (454, 1307, 650, 1448)
mandi-price: ગવાર ૯૫૦-૧૦૭૫ (1160, 1829, 1235, 1841)
jadiyali-body: વાવ-થરાદ જિલ્લાના લાખણી તાલુકાના જડીયાળી ગામમાં ચાલતી સસ્તા અનાજની દુકાનના સંચાલન ભાભતે આજે મોટી સંખ્યામાં ગામ લોકો જિલ્લા કલેક્ટર કચેરીએ આવી પહોંચ્યા હતા. ગામ લોકોએ લેખિત અરજી આપી સંચાલક સામે યોગ્ય કાર્યવાહી કરવાની માંગ કરવામાં આવી છે ગ્રામજનોએ રજૂઆતમાં જણાવ્યું છે કે જડીયાળી ગામની સસ્તા અનાજની દુકાન દ્વારા સરકારના નિયમો મુજબ અનાજનું વિતરણ કરાતું નથી. આવી જ બાબતે તારીખ ૧૧/૦૧/૨૦૨૬ ના રોજ સસ્તા અનાજની દુકાનમાંથી ગામ લોકોએ આપવાનો જથ્થો આ સંચાલક દ્વારા બારોબાર વેચવા માટે પીકઅપ ડાલામાં ભરાવ્યો હતો આ દરમિયાન ગ્રામજનો દ્વારા અનાજ ભરેલું ડાલુ પકડી પાડવામાં આવ્યું હતું. અને લાખણી મામતદારશ્રીને જાણ કરી હતી તેમ છતાં કોઈ કડક કાર્યવાહી કરવામાં આવી નથી. ગ્રામજનોની માંગ છે કે આ સમગ્ર મામલે નિષ્પક્ષ તપાસ કરી દોષિત સંચાલક સામે કડક કાર્યવાહી કરવામાં આવે. (639, 421, 1008, 707)
ganja-body: મહેસાણા તાલુકાના તળેટી ગામ તરફ જતા રોડ પર આવેલ પોતાના મકાનની બાજુમાં ગેરકાયદેસર રીતે માદક પદાર્થ ગાંજાના છોડનું વાવેતર કરનાર એક શખ્સને પોલીસે ઝડપી લીધો હતો. જ્યારે આ સ્થળેથી ૯ કિલોથી વધુ વજનનો ગાંજાના છોડ કબજે કરાયા હતા. (1017, 845, 1497, 896)
mandi-price: રાજગરો ૧૪૫૦-૧૫૨૦ (1045, 2053, 1135, 2066)
mandi-columns (815, 1598, 1497, 2222)
mandi-price: જીરૂ ૩૯૦૦-૪૬૮૫ (815, 1625, 890, 1637)
mandi-price: રાજગરો ૧૪૫૦-૧૫૨૦ (1160, 2050, 1250, 2063)
mandi-price: સુવા ૧૪૦૦-૧૫૮૦ (1160, 1774, 1234, 1787)
mandi-city: વારાહી (1045, 1823, 1151, 1842)
rajput-body: પાટણ બાર શાખ રાજપૂત સમાજનું સ્નેહ સંમેલન યોજાયું હતું. જેમાં સમાજના આગેવાનો, મહેમાનો અને મોટી સંખ્યામાં સમાજના લોકો ઉપસ્થિત રહ્યા હતા. આ પ્રસંગે સમાજમાં શિક્ષણ અને એકતા પર ભાર મુકવામાં આવ્યો હતો. તેજસ્વી વિદ્યાર્થીઓનું સન્માન કરવામાં આવ્યું હતું. (639, 1126, 1008, 1213)
mandi-price: બાજરી ૪૩૦-૫૦૫ (1276, 2013, 1352, 2026)
mandi-price: એરંડા ૧૨૦૦-૧૨૭૫ (815, 1639, 896, 1651)
